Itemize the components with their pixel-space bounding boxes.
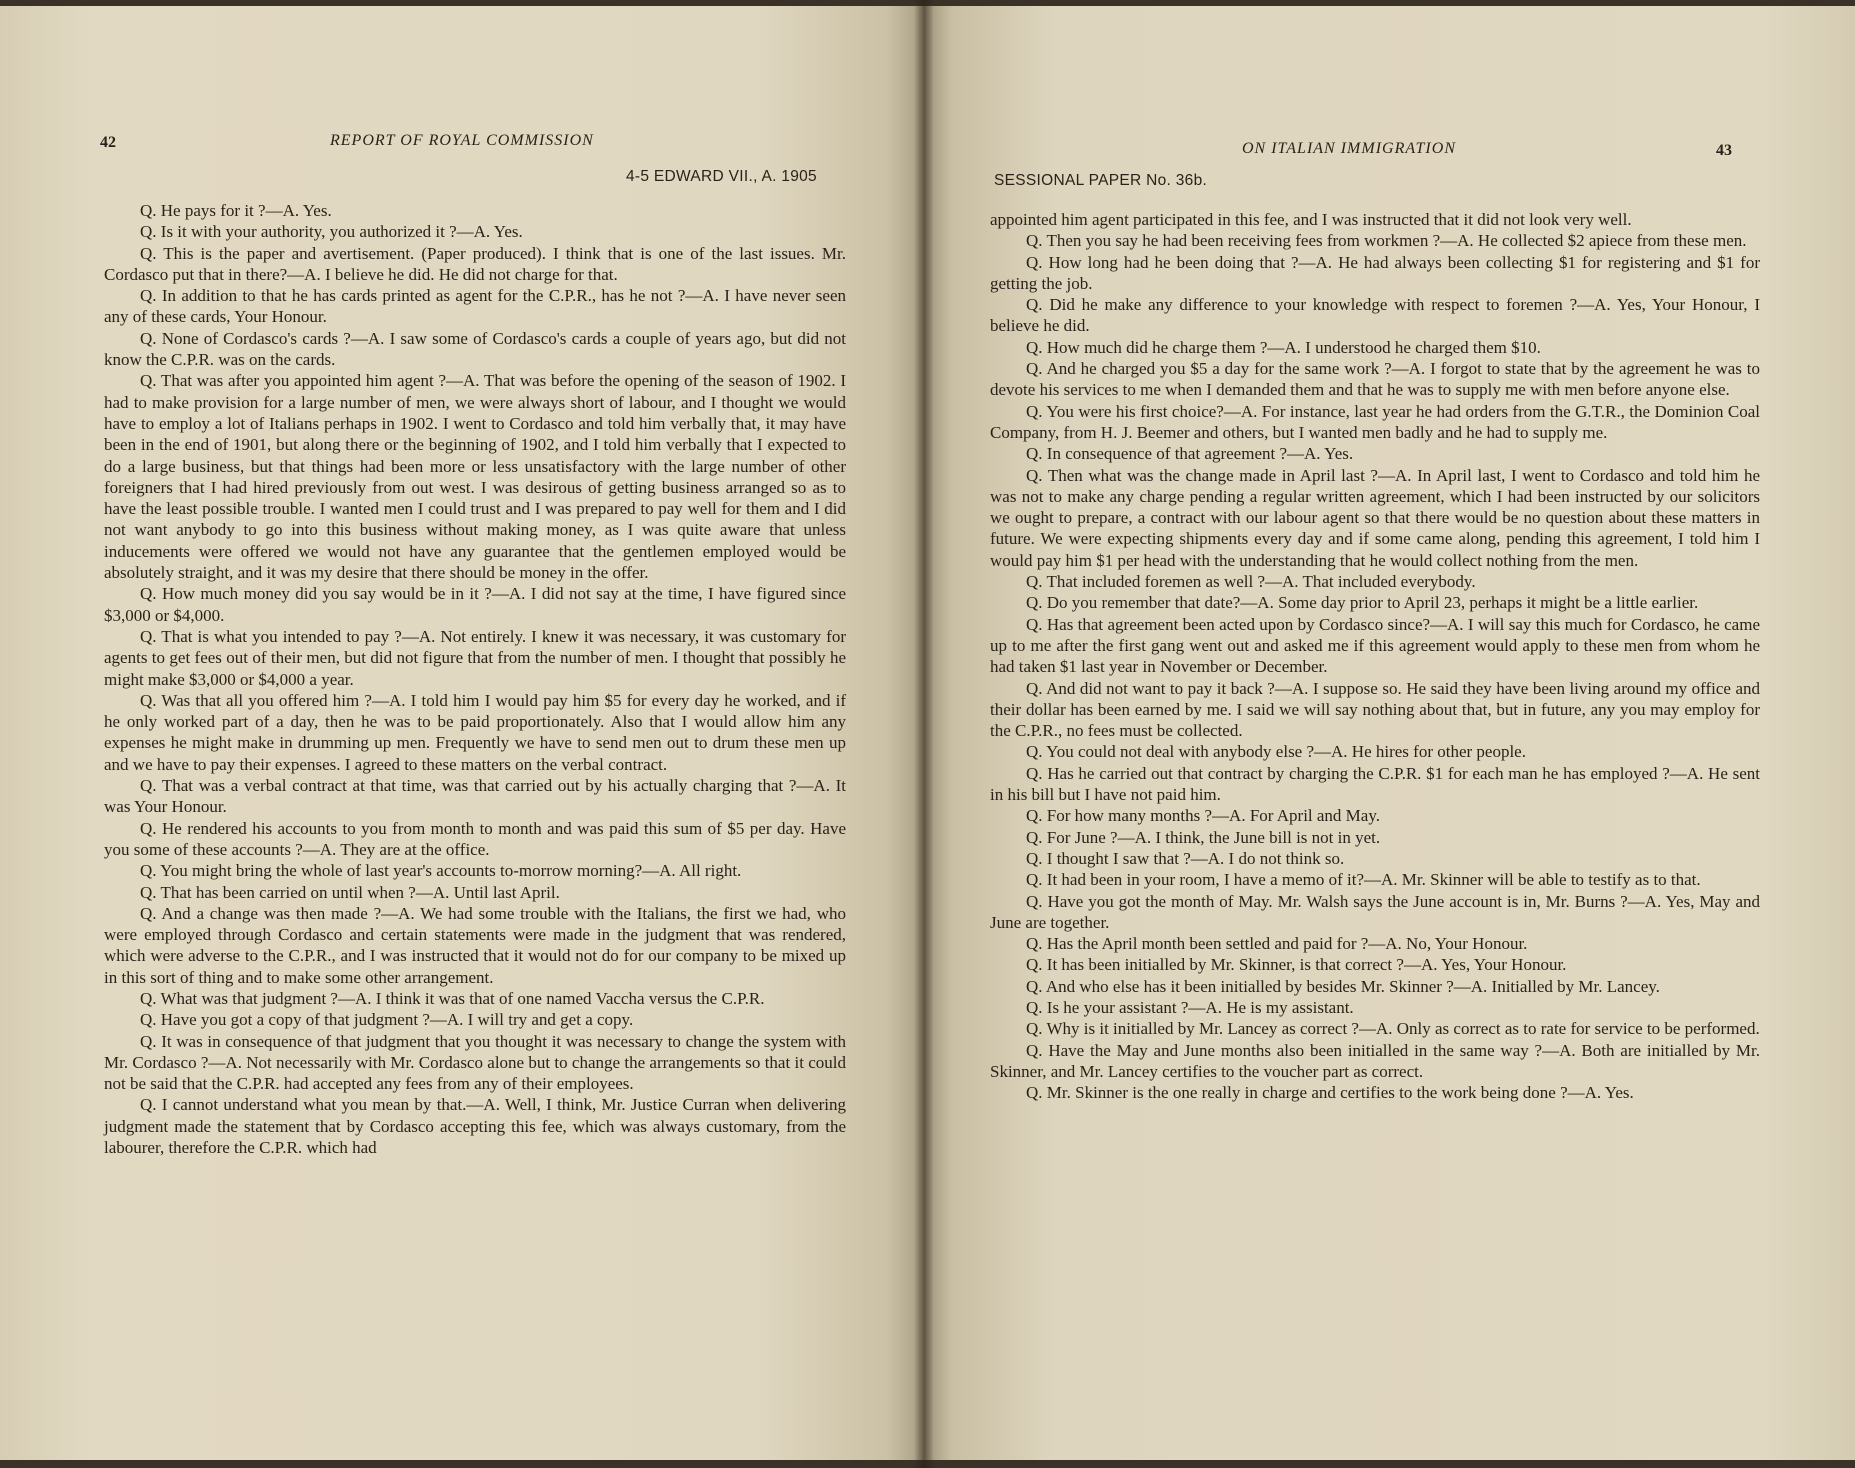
testimony-paragraph: Q. Has the April month been settled and paid for ?—A. No, Your Honour. [1026, 934, 1528, 954]
testimony-paragraph: Q. None of Cordasco's cards ?—A. I saw some of Cordasco's cards a couple of years ago, but did not know the C.P.R. was on the cards. [104, 328, 846, 370]
testimony-paragraph: Q. That was a verbal contract at that time, was that carried out by his actually charging that ?—A. It was Your Honour. [104, 776, 846, 817]
page-number: 42 [100, 134, 116, 151]
testimony-paragraph: Q. Did he make any difference to your knowledge with respect to foremen ?—A. Yes, Your Honour, I believe he did. [990, 295, 1760, 336]
testimony-paragraph: Q. He pays for it ?—A. Yes. [140, 201, 332, 220]
session-line: SESSIONAL PAPER No. 36b. [994, 172, 1208, 189]
testimony-paragraph: Q. What was that judgment ?—A. I think it was that of one named Vaccha versus the C.P.R. [140, 988, 765, 1008]
testimony-paragraph: Q. How much money did you say would be in it ?—A. I did not say at the time, I have figured since $3,000 or $4,000. [104, 584, 846, 625]
testimony-paragraph: Q. It had been in your room, I have a memo of it?—A. Mr. Skinner will be able to testify as to that. [1026, 870, 1701, 890]
testimony-paragraph: Q. This is the paper and avertisement. (Paper produced). I think that is one of the last issues. Mr. Cordasco put that in there?—A. I believe he did. He did not charge for that. [104, 243, 846, 284]
testimony-paragraph: Q. And he charged you $5 a day for the same work ?—A. I forgot to state that by the agreement he was to devote his services to me when I demanded them and that he was to supply me with men before anyone else. [990, 359, 1760, 400]
testimony-paragraph: Q. That is what you intended to pay ?—A. Not entirely. I knew it was necessary, it was customary for agents to get fees out of their men, but did not figure that from the number of men. I thought that possibly he might make $3,000 or $4,000 a year. [104, 626, 846, 689]
testimony-paragraph: Q. You were his first choice?—A. For instance, last year he had orders from the G.T.R., the Dominion Coal Company, from H. J. Beemer and others, but I wanted men badly and he had to supply me. [990, 401, 1760, 442]
page-body [104, 200, 846, 1158]
book-gutter [914, 0, 934, 1468]
testimony-paragraph: Q. How long had he been doing that ?—A. He had always been collecting $1 for registering and $1 for getting the job. [990, 252, 1760, 293]
testimony-paragraph: Q. Was that all you offered him ?—A. I told him I would pay him $5 for every day he worked, and if he only worked part of a day, then he was to be paid proportionately. Also that I would allow him any expenses he might make in drumming up men. Frequently we have to send men out to drum these men up and we have to pay their expenses. I agreed to these matters on the verbal contract. [104, 690, 846, 774]
testimony-paragraph: Q. He rendered his accounts to you from month to month and was paid this sum of $5 per day. Have you some of these accounts ?—A. They are at the office. [104, 818, 846, 859]
testimony-paragraph: Q. You might bring the whole of last year's accounts to-morrow morning?—A. All right. [140, 861, 742, 881]
running-title: REPORT OF ROYAL COMMISSION [330, 132, 594, 149]
testimony-paragraph: Q. And who else has it been initialled by besides Mr. Skinner ?—A. Initialled by Mr. Lancey. [1026, 976, 1660, 996]
testimony-paragraph: Q. And a change was then made ?—A. We had some trouble with the Italians, the first we had, who were employed through Cordasco and certain statements were made in the judgment that was rendered, which were adverse to the C.P.R., and I was instructed that it would not do for our company to be mixed up in this sort of thing and to make some other arrangement. [104, 903, 846, 987]
testimony-paragraph: Q. Mr. Skinner is the one really in charge and certifies to the work being done ?—A. Yes. [1026, 1083, 1634, 1103]
testimony-paragraph: Q. I cannot understand what you mean by that.—A. Well, I think, Mr. Justice Curran when delivering judgment made the statement that by Cordasco accepting this fee, which was always customary, from the labourer, therefore the C.P.R. which had [104, 1095, 846, 1158]
testimony-paragraph: Q. Is he your assistant ?—A. He is my assistant. [1026, 997, 1354, 1017]
testimony-paragraph: Q. How much did he charge them ?—A. I understood he charged them $10. [1026, 337, 1541, 357]
testimony-paragraph: Q. Do you remember that date?—A. Some day prior to April 23, perhaps it might be a little earlier. [1026, 593, 1699, 613]
testimony-paragraph: Q. It has been initialled by Mr. Skinner, is that correct ?—A. Yes, Your Honour. [1026, 955, 1567, 975]
running-title: ON ITALIAN IMMIGRATION [1242, 140, 1456, 157]
testimony-paragraph: Q. Has he carried out that contract by charging the C.P.R. $1 for each man he has employed ?—A. He sent in his bill but I have not paid him. [990, 763, 1760, 805]
testimony-paragraph: appointed him agent participated in this fee, and I was instructed that it did not look very well. [990, 210, 1632, 229]
testimony-paragraph: Q. Have the May and June months also been initialled in the same way ?—A. Both are initialled by Mr. Skinner, and Mr. Lancey certifies to the voucher part as correct. [990, 1040, 1760, 1081]
left-page [0, 6, 924, 1460]
page-number: 43 [1716, 142, 1732, 159]
testimony-paragraph: Q. Why is it initialled by Mr. Lancey as correct ?—A. Only as correct as to rate for service to be performed. [1026, 1019, 1760, 1039]
testimony-paragraph: Q. That was after you appointed him agent ?—A. That was before the opening of the season of 1902. I had to make provision for a large number of men, we were always short of labour, and I thought we would have to employ a lot of Italians perhaps in 1902. I went to Cordasco and told him verbally that, it may have been in the end of 1901, but along there or the beginning of 1902, and I told him verbally that I expected to do a large business, but that things had been more or less unsatisfactory with the large number of other foreigners that I had hired previously from out west. I was desirous of getting business arranged so as to have the least possible trouble. I wanted men I could trust and I was prepared to pay well for them and I did not want anybody to go into this business without making money, as I was quite aware that unless inducements were offered we would not have any guarantee that the gentlemen employed would be absolutely straight, and it was my desire that there should be money in the offer. [104, 371, 846, 583]
testimony-paragraph: Q. Has that agreement been acted upon by Cordasco since?—A. I will say this much for Cordasco, he came up to me after the first gang went out and asked me if this agreement would apply to these men from whom he had taken $1 last year in November or December. [990, 614, 1760, 677]
testimony-paragraph: Q. It was in consequence of that judgment that you thought it was necessary to change the system with Mr. Cordasco ?—A. Not necessarily with Mr. Cordasco alone but to change the arrangements so that it could not be said that the C.P.R. had accepted any fees from any of their employees. [104, 1031, 846, 1094]
testimony-paragraph: Q. I thought I saw that ?—A. I do not think so. [1026, 848, 1345, 868]
page-body [990, 209, 1760, 1103]
right-page [924, 6, 1855, 1460]
testimony-paragraph: Q. Then what was the change made in April last ?—A. In April last, I went to Cordasco and told him he was not to make any charge pending a regular written agreement, which I had been instructed by our solicitors we ought to prepare, a contract with our labour agent so that there would be no question about these matters in future. We were expecting shipments every day and if some came along, pending this agreement, I told him I would pay him $1 per head with the understanding that he would collect nothing from the men. [990, 465, 1760, 570]
session-line: 4-5 EDWARD VII., A. 1905 [626, 168, 817, 185]
testimony-paragraph: Q. In consequence of that agreement ?—A. Yes. [1026, 444, 1354, 464]
testimony-paragraph: Q. Have you got a copy of that judgment ?—A. I will try and get a copy. [140, 1010, 634, 1030]
testimony-paragraph: Q. You could not deal with anybody else ?—A. He hires for other people. [1026, 742, 1526, 762]
testimony-paragraph: Q. In addition to that he has cards printed as agent for the C.P.R., has he not ?—A. I have never seen any of these cards, Your Honour. [104, 286, 846, 327]
testimony-paragraph: Q. That has been carried on until when ?—A. Until last April. [140, 882, 560, 902]
testimony-paragraph: Q. That included foremen as well ?—A. That included everybody. [1026, 572, 1476, 592]
testimony-paragraph: Q. And did not want to pay it back ?—A. I suppose so. He said they have been living around my office and their dollar has been earned by me. I said we will say nothing about that, but in future, any you may employ for the C.P.R., no fees must be collected. [990, 678, 1760, 741]
testimony-paragraph: Q. Have you got the month of May. Mr. Walsh says the June account is in, Mr. Burns ?—A. Yes, May and June are together. [990, 891, 1760, 932]
testimony-paragraph: Q. Then you say he had been receiving fees from workmen ?—A. He collected $2 apiece from these men. [1026, 231, 1747, 251]
testimony-paragraph: Q. Is it with your authority, you authorized it ?—A. Yes. [140, 222, 523, 242]
testimony-paragraph: Q. For how many months ?—A. For April and May. [1026, 806, 1380, 826]
testimony-paragraph: Q. For June ?—A. I think, the June bill is not in yet. [1026, 827, 1381, 847]
